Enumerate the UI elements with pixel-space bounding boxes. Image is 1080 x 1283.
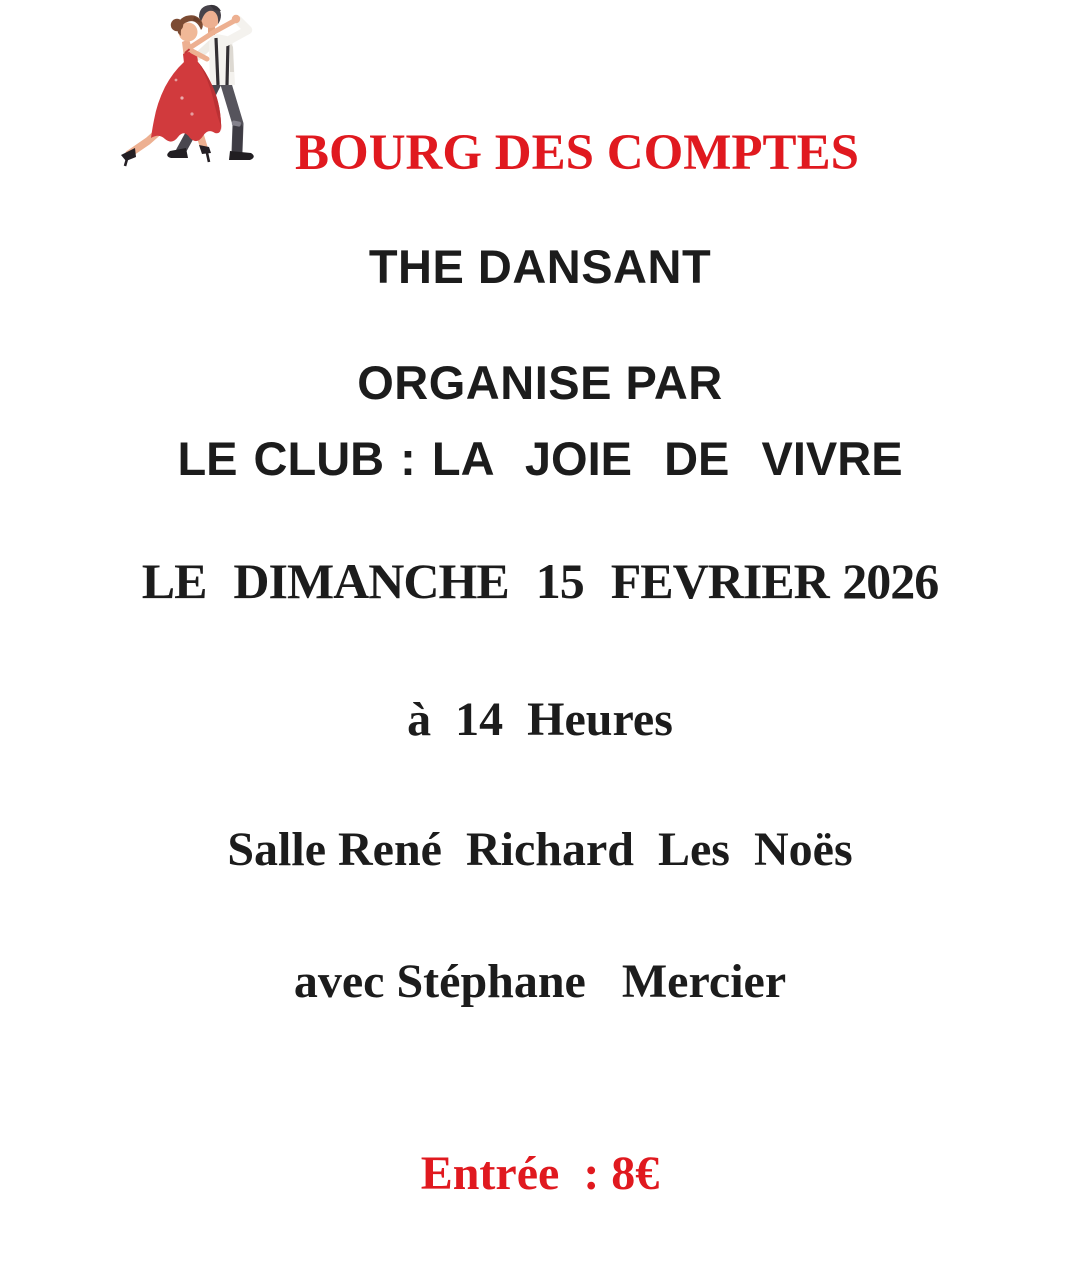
poster-title: BOURG DES COMPTES: [295, 125, 859, 181]
organizer-name: LE CLUB : LA JOIE DE VIVRE: [177, 432, 903, 485]
admission-price: Entrée : 8€: [420, 1147, 660, 1200]
woman-hair-bun: [171, 19, 183, 31]
organized-by-label: ORGANISE PAR: [357, 356, 723, 409]
man-shirt-shadow: [230, 42, 234, 72]
event-venue: Salle René Richard Les Noës: [227, 823, 853, 876]
event-time: à 14 Heures: [407, 693, 673, 746]
event-type-heading: THE DANSANT: [368, 240, 712, 293]
skirt-dot: [175, 79, 178, 82]
event-performer: avec Stéphane Mercier: [293, 955, 787, 1008]
skirt-dot: [180, 96, 183, 99]
event-date: LE DIMANCHE 15 FEVRIER 2026: [141, 553, 939, 609]
man-suspender-left: [216, 38, 218, 85]
man-suspender-right: [227, 42, 228, 85]
skirt-dot: [190, 112, 193, 115]
